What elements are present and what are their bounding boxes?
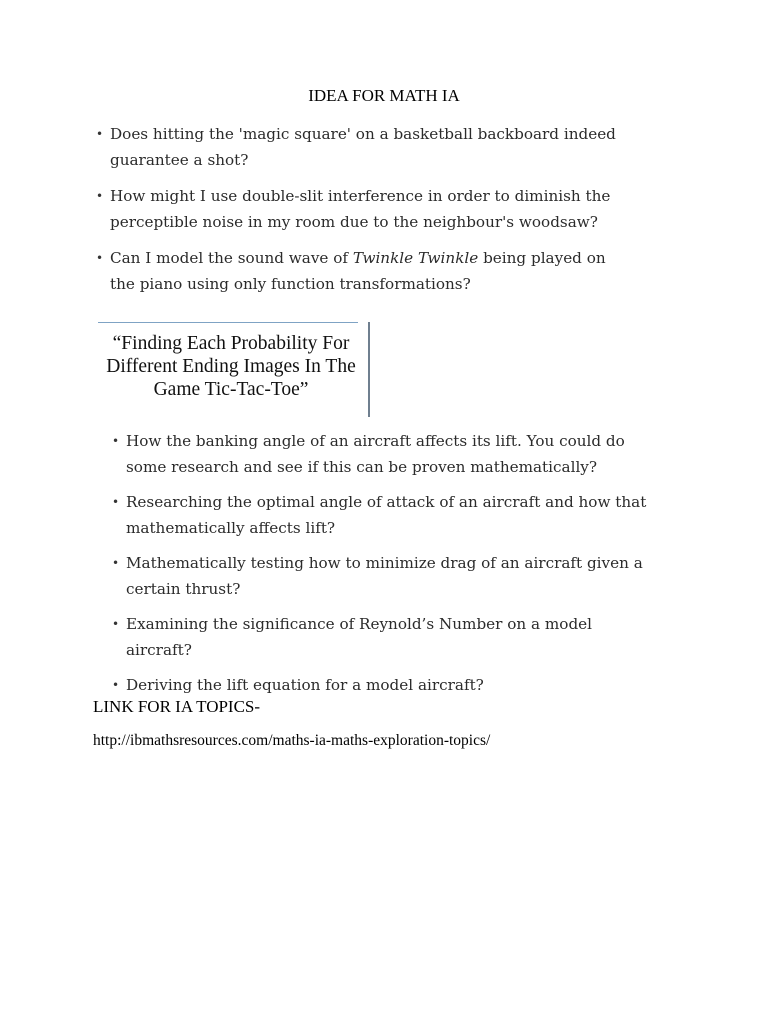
list-item — [96, 245, 616, 297]
idea-text: Mathematically testing how to minimize drag of an aircraft given a certain thrust? — [126, 554, 643, 598]
idea-text-post: being played on the piano using only function transformations? — [110, 249, 606, 293]
bullet-icon: • — [112, 434, 120, 448]
quote-callout — [98, 322, 370, 417]
page-title: IDEA FOR MATH IA — [308, 86, 460, 105]
idea-text: Examining the significance of Reynold’s Number on a model aircraft? — [126, 615, 593, 659]
bullet-icon: • — [112, 678, 120, 692]
topics-link[interactable]: http://ibmathsresources.com/maths-ia-maths-exploration-topics/ — [93, 732, 491, 749]
list-item — [112, 428, 652, 480]
bullet-icon: • — [96, 251, 104, 265]
quote-top-rule — [98, 322, 358, 323]
bullet-icon: • — [112, 556, 120, 570]
quote-side-rule — [368, 322, 370, 417]
list-item — [112, 672, 652, 698]
idea-list-aircraft — [112, 428, 652, 707]
idea-text-italic: Twinkle Twinkle — [352, 249, 479, 267]
bullet-icon: • — [96, 127, 104, 141]
link-heading: LINK FOR IA TOPICS- — [93, 697, 261, 716]
bullet-icon: • — [96, 189, 104, 203]
list-item — [112, 611, 652, 663]
list-item — [112, 489, 652, 541]
list-item — [112, 550, 652, 602]
quote-text: “Finding Each Probability For Different Ending Images In The Game Tic-Tac-Toe” — [106, 333, 356, 400]
idea-text: Does hitting the 'magic square' on a basketball backboard indeed guarantee a shot? — [110, 125, 616, 169]
idea-text: How might I use double-slit interference in order to diminish the perceptible noise in my room due to the neighbour's woodsaw? — [110, 187, 611, 231]
bullet-icon: • — [112, 495, 120, 509]
list-item — [96, 183, 616, 235]
list-item — [96, 121, 616, 173]
bullet-icon: • — [112, 617, 120, 631]
idea-text: Researching the optimal angle of attack of an aircraft and how that mathematically affects lift? — [126, 493, 647, 537]
idea-list-top — [96, 121, 616, 307]
idea-text: How the banking angle of an aircraft affects its lift. You could do some research and see if this can be proven mathematically? — [126, 432, 625, 476]
idea-text-pre: Can I model the sound wave of — [110, 249, 353, 267]
idea-text: Deriving the lift equation for a model aircraft? — [126, 676, 484, 694]
